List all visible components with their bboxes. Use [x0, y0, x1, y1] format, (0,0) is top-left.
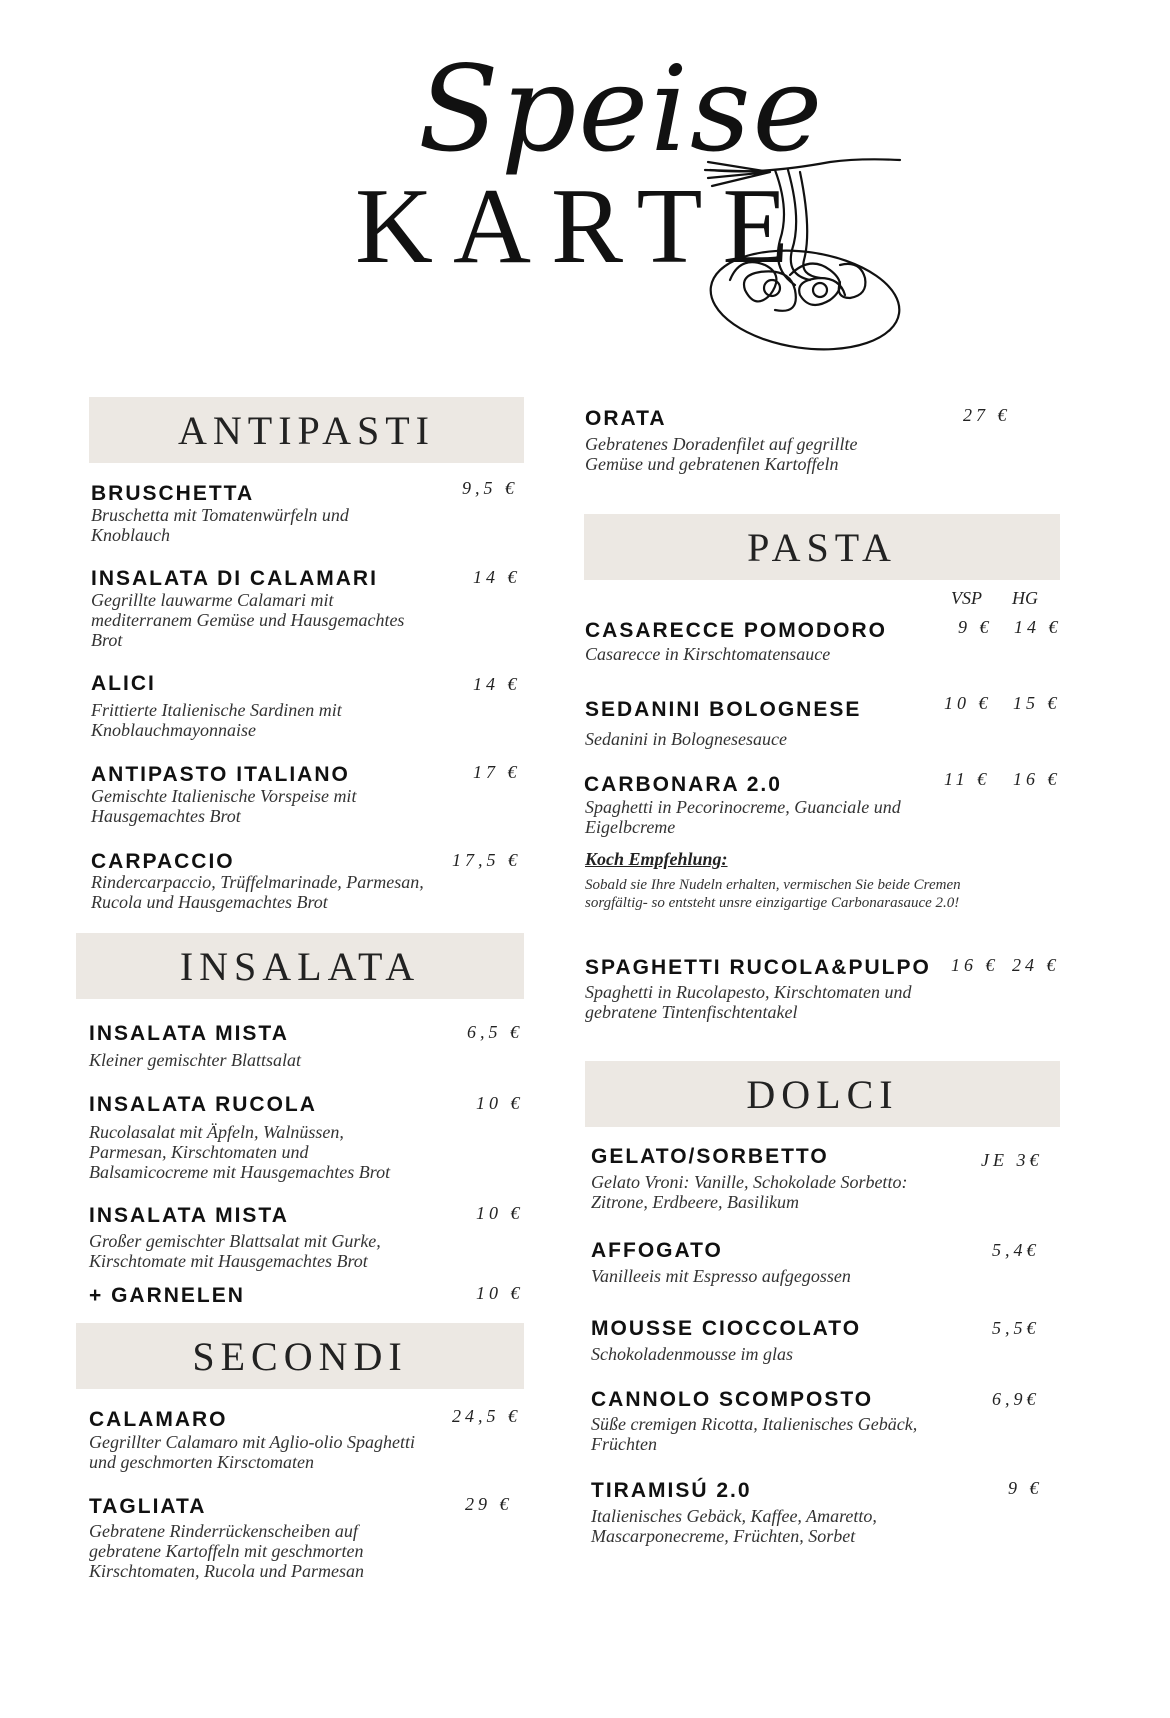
item-price: 6,5 € — [467, 1022, 523, 1042]
section-header-dolci — [585, 1061, 1060, 1127]
koch-empfehlung-label: Koch Empfehlung: — [585, 849, 728, 869]
item-price: 10 € — [476, 1093, 524, 1113]
item-price: 24,5 € — [452, 1406, 521, 1426]
item-desc: Gebratenes Doradenfilet auf gegrillte Gemüse und gebratenen Kartoffeln — [585, 434, 858, 474]
item-price-hg: 14 € — [1014, 617, 1062, 637]
koch-empfehlung-text: Sobald sie Ihre Nudeln erhalten, vermischen Sie beide Cremen sorgfältig- so entsteht unsre einzigartige Carbonarasauce 2.0! — [585, 877, 961, 911]
item-name: AFFOGATO — [591, 1239, 723, 1262]
item-price-vsp: 9 € — [958, 617, 993, 637]
item-price: 5,5€ — [992, 1318, 1040, 1338]
item-price: 9 € — [1008, 1478, 1043, 1498]
item-desc: Rindercarpaccio, Trüffelmarinade, Parmesan, Rucola und Hausgemachtes Brot — [91, 872, 424, 912]
section-header-pasta — [584, 514, 1060, 580]
title-main: KARTE — [355, 167, 809, 286]
item-price: 29 € — [465, 1494, 513, 1514]
item-name: MOUSSE CIOCCOLATO — [591, 1317, 862, 1340]
item-price-hg: 15 € — [1013, 693, 1061, 713]
section-title: DOLCI — [746, 1072, 899, 1117]
item-price: 17,5 € — [452, 850, 521, 870]
item-name: INSALATA DI CALAMARI — [91, 567, 378, 590]
item-desc: Gegrillte lauwarme Calamari mit mediterranem Gemüse und Hausgemachtes Brot — [91, 590, 405, 650]
item-desc: Schokoladenmousse im glas — [591, 1344, 793, 1364]
item-name: CALAMARO — [89, 1408, 228, 1431]
item-name: CARPACCIO — [91, 850, 235, 873]
item-price: 14 € — [473, 674, 521, 694]
item-desc: Frittierte Italienische Sardinen mit Knoblauchmayonnaise — [91, 700, 342, 740]
item-price: 14 € — [473, 567, 521, 587]
item-name: SPAGHETTI RUCOLA&PULPO — [585, 956, 931, 979]
item-price-vsp: 16 € — [951, 955, 999, 975]
item-price-hg: 16 € — [1013, 769, 1061, 789]
item-desc: Gegrillter Calamaro mit Aglio-olio Spaghetti und geschmorten Kirsctomaten — [89, 1432, 415, 1472]
section-header-insalata — [76, 933, 524, 999]
item-name: + GARNELEN — [89, 1284, 245, 1307]
item-price: 6,9€ — [992, 1389, 1040, 1409]
item-name: ANTIPASTO ITALIANO — [91, 763, 350, 786]
item-price-hg: 24 € — [1012, 955, 1060, 975]
item-name: TIRAMISÚ 2.0 — [591, 1479, 752, 1502]
item-name: ORATA — [585, 407, 667, 430]
item-name: INSALATA MISTA — [89, 1204, 289, 1227]
item-desc: Spaghetti in Pecorinocreme, Guanciale und Eigelbcreme — [585, 797, 901, 837]
item-desc: Italienisches Gebäck, Kaffee, Amaretto, Mascarponecreme, Früchten, Sorbet — [591, 1506, 877, 1546]
item-name: ALICI — [91, 672, 156, 695]
item-price: 5,4€ — [992, 1240, 1040, 1260]
item-desc: Vanilleeis mit Espresso aufgegossen — [591, 1266, 851, 1286]
section-title: PASTA — [747, 525, 897, 570]
section-title: INSALATA — [179, 944, 421, 989]
item-desc: Bruschetta mit Tomatenwürfeln und Knoblauch — [91, 505, 349, 545]
pasta-plate-illustration — [700, 150, 940, 370]
item-name: BRUSCHETTA — [91, 482, 255, 505]
item-price: 17 € — [473, 762, 521, 782]
item-price: 10 € — [476, 1203, 524, 1223]
section-header-secondi — [76, 1323, 524, 1389]
section-title: ANTIPASTI — [178, 408, 435, 453]
item-name: CANNOLO SCOMPOSTO — [591, 1388, 874, 1411]
item-name: GELATO/SORBETTO — [591, 1145, 829, 1168]
item-price-vsp: 11 € — [944, 769, 991, 789]
item-name: SEDANINI BOLOGNESE — [585, 698, 862, 721]
item-name: INSALATA MISTA — [89, 1022, 289, 1045]
item-price: 9,5 € — [462, 478, 518, 498]
pasta-col-vsp: VSP — [951, 588, 982, 608]
item-price: 10 € — [476, 1283, 524, 1303]
item-desc: Kleiner gemischter Blattsalat — [89, 1050, 301, 1070]
item-price: JE 3€ — [981, 1150, 1043, 1170]
title-script: Speise — [418, 40, 825, 178]
item-desc: Casarecce in Kirschtomatensauce — [585, 644, 831, 664]
item-name: INSALATA RUCOLA — [89, 1093, 317, 1116]
item-desc: Spaghetti in Rucolapesto, Kirschtomaten und gebratene Tintenfischtentakel — [585, 982, 912, 1022]
item-name: CASARECCE POMODORO — [585, 619, 888, 642]
item-desc: Gebratene Rinderrückenscheiben auf gebratene Kartoffeln mit geschmorten Kirschtomaten, Rucola und Parmesan — [89, 1521, 364, 1581]
item-desc: Sedanini in Bolognesesauce — [585, 729, 787, 749]
section-header-antipasti — [89, 397, 524, 463]
item-name: TAGLIATA — [89, 1495, 207, 1518]
item-price: 27 € — [963, 405, 1011, 425]
pasta-col-hg: HG — [1012, 588, 1038, 608]
item-desc: Gemischte Italienische Vorspeise mit Hausgemachtes Brot — [91, 786, 357, 826]
item-desc: Großer gemischter Blattsalat mit Gurke, Kirschtomate mit Hausgemachtes Brot — [89, 1231, 381, 1271]
item-price-vsp: 10 € — [944, 693, 992, 713]
item-name: CARBONARA 2.0 — [584, 773, 782, 796]
item-desc: Gelato Vroni: Vanille, Schokolade Sorbetto: Zitrone, Erdbeere, Basilikum — [591, 1172, 908, 1212]
section-title: SECONDI — [192, 1334, 408, 1379]
item-desc: Rucolasalat mit Äpfeln, Walnüssen, Parmesan, Kirschtomaten und Balsamicocreme mit Hausgemachtes Brot — [89, 1122, 391, 1182]
item-desc: Süße cremigen Ricotta, Italienisches Gebäck, Früchten — [591, 1414, 918, 1454]
